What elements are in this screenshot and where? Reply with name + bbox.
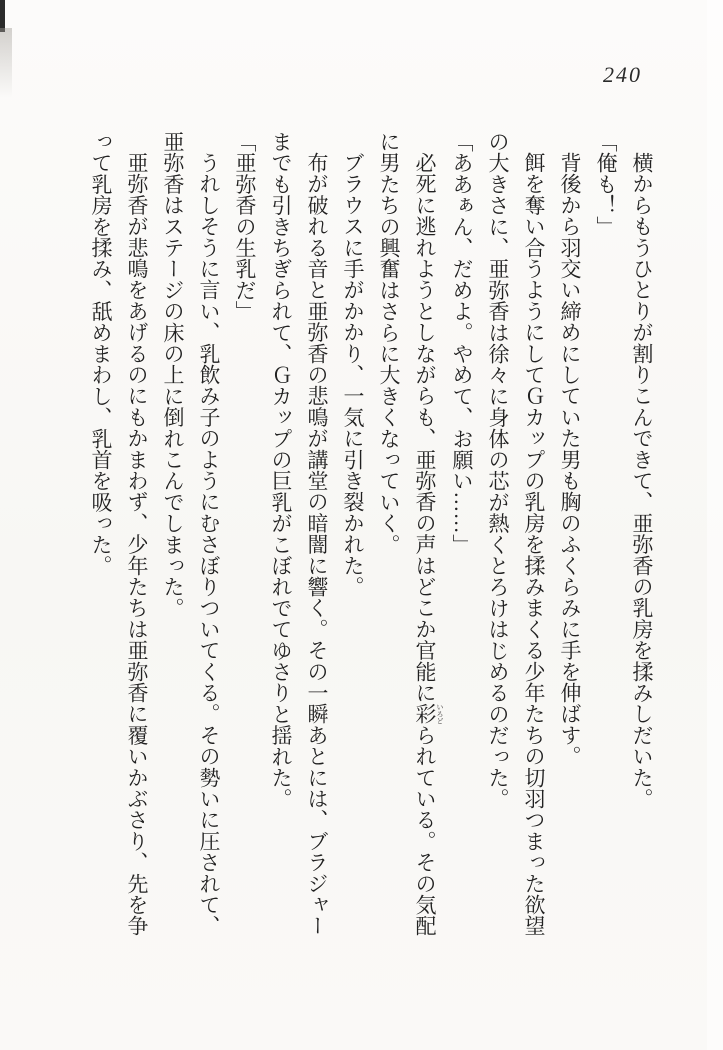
paragraph: 「俺も！」 (594, 131, 618, 237)
paragraph: 「ああぁん、だめよ。やめて、お願い……」 (450, 131, 474, 555)
paragraph: ブラウスに手がかかり、一気に引き裂かれた。 (341, 152, 365, 598)
paragraph: 餌を奪い合うようにしてＧカップの乳房を揉みまくる少年たちの切羽つまった欲望の大きさに、亜弥香は徐々に身体の芯が熱くとろけはじめるのだった。 (486, 131, 546, 937)
paragraph: 「亜弥香の生乳だ」 (233, 131, 257, 322)
paragraph: うれしそうに言い、乳飲み子のようにむさぼりついてくる。その勢いに圧されて、亜弥香はステージの床の上に倒れこんでしまった。 (161, 131, 221, 937)
scan-edge-smudge (0, 28, 12, 98)
paragraph: 背後から羽交い締めにしていた男も胸のふくらみに手を伸ばす。 (558, 152, 582, 767)
page-edge-highlight (707, 0, 723, 1050)
body-text (84, 131, 660, 946)
paragraph: 必死に逃れようとしながらも、亜弥香の声はどこか官能に彩 いろどられている。その気配に男たちの興奮はさらに大きくなっていく。 (377, 131, 444, 937)
paragraph: 亜弥香が悲鳴をあげるのにもかまわず、少年たちは亜弥香に覆いかぶさり、先を争って乳房を揉み、舐めまわし、乳首を吸った。 (89, 131, 149, 937)
page-number: 240 (603, 62, 642, 87)
paragraph: 布が破れる音と亜弥香の悲鳴が講堂の暗闇に響く。その一瞬あとには、ブラジャーまでも引きちぎられて、Ｇカップの巨乳がこぼれでてゆさりと揺れた。 (269, 131, 329, 937)
paragraph: 横からもうひとりが割りこんできて、亜弥香の乳房を揉みしだいた。 (630, 152, 654, 810)
